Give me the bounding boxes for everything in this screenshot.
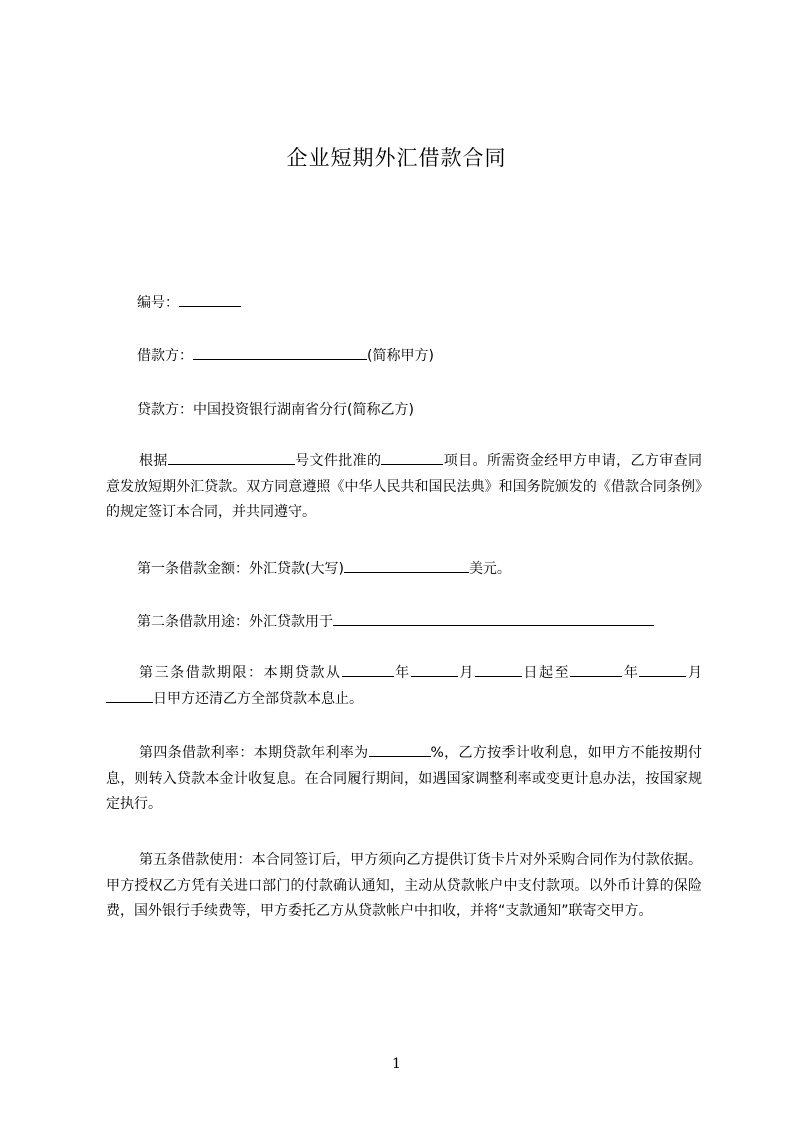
contract-number-blank[interactable] [179,292,241,307]
contract-number-line [137,292,241,312]
project-name-blank[interactable] [381,450,443,465]
article-1-suffix: 美元。 [468,561,511,577]
borrower-label: 借款方： [137,348,193,364]
intro-text-2: 号文件批准的 [294,453,382,469]
year-label-2: 年 [622,665,640,681]
article-1-text: 第一条借款金额：外汇贷款(大写) [137,561,344,577]
article-2-text: 第二条借款用途：外汇贷款用于 [137,614,333,630]
month-label-2: 月 [686,665,703,681]
start-month-blank[interactable] [411,662,458,677]
loan-purpose-blank[interactable] [333,611,654,626]
end-month-blank-a[interactable] [639,662,686,677]
intro-text-3: 项目。所需资金经甲方申请，乙方审查同意发放短期外汇贷款。双方同意遵照《中华人民共和国民法典》和国务院颁发的《借款合同条例》的规定签订本合同，并共同遵守。 [106,453,703,520]
document-title: 企业短期外汇借款合同 [286,146,507,170]
borrower-suffix: (简称甲方) [367,348,434,364]
month-label-1: 月 [457,665,475,681]
end-year-blank[interactable] [570,662,622,677]
loan-amount-blank[interactable] [344,558,469,573]
day-end-label: 日甲方还清乙方全部贷款本息止。 [153,690,363,707]
intro-text-1: 根据 [139,453,168,469]
article-3-text: 第三条借款期限：本期贷款从 [139,665,342,681]
article-4-text-2: %，乙方按季计收利息，如甲方不能按期付息，则转入贷款本金计收复息。在合同履行期间，如遇国家调整利率或变更计息办法，按国家规定执行。 [106,745,702,812]
document-number-blank[interactable] [168,450,295,465]
article-2 [137,611,654,631]
lender-line: 贷款方：中国投资银行湖南省分行(简称乙方) [137,402,414,418]
article-4-text-1: 第四条借款利率：本期贷款年利率为 [139,745,369,761]
article-4 [106,741,702,818]
borrower-name-blank[interactable] [193,345,367,360]
start-day-blank[interactable] [475,662,522,677]
article-3 [106,661,702,712]
contract-number-label: 编号： [137,295,179,311]
article-5: 第五条借款使用：本合同签订后，甲方须向乙方提供订货卡片对外采购合同作为付款依据。甲方授权乙方凭有关进口部门的付款确认通知，主动从贷款帐户中支付款项。以外币计算的保险费，国外银行手续费等，甲方委托乙方从贷款帐户中扣收，并将“支款通知”联寄交甲方。 [106,852,702,919]
borrower-line [137,345,434,365]
intro-paragraph [106,449,702,526]
end-day-blank[interactable] [106,688,153,703]
year-label-1: 年 [393,665,411,681]
interest-rate-blank[interactable] [369,742,431,757]
start-year-blank[interactable] [342,662,394,677]
day-from-label: 日起至 [521,665,571,681]
article-1 [137,558,511,578]
page-number: 1 [392,1056,401,1072]
